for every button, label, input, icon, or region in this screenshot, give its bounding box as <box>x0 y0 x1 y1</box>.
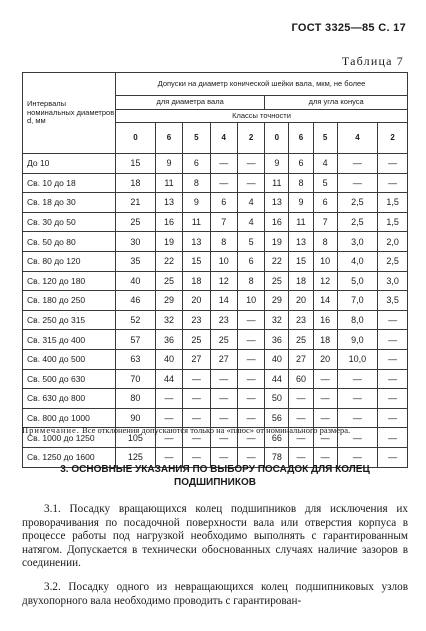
tolerance-value-cell: — <box>313 408 337 428</box>
tolerance-value-cell: — <box>378 330 408 350</box>
tolerance-value-cell: 25 <box>265 271 289 291</box>
tolerance-value-cell: — <box>155 389 182 409</box>
interval-cell: Св. 18 до 30 <box>23 193 116 213</box>
tolerance-value-cell: 13 <box>183 232 210 252</box>
tolerance-value-cell: — <box>210 447 237 467</box>
interval-cell: До 10 <box>23 154 116 174</box>
tolerance-value-cell: — <box>210 154 237 174</box>
table-row <box>23 232 408 252</box>
tolerance-value-cell: 15 <box>289 251 313 271</box>
tolerance-value-cell: 9 <box>265 154 289 174</box>
class-number-cell: 2 <box>378 123 408 154</box>
class-number-cell: 0 <box>116 123 156 154</box>
tolerance-value-cell: 20 <box>289 291 313 311</box>
tolerance-value-cell: 36 <box>155 330 182 350</box>
tolerance-value-cell: 15 <box>116 154 156 174</box>
tolerance-value-cell: 8 <box>210 232 237 252</box>
tolerance-value-cell: 29 <box>155 291 182 311</box>
tolerance-value-cell: 5 <box>313 173 337 193</box>
tolerance-value-cell: 90 <box>116 408 156 428</box>
tolerance-value-cell: 10 <box>210 251 237 271</box>
interval-cell: Св. 800 до 1000 <box>23 408 116 428</box>
tolerance-value-cell: 29 <box>265 291 289 311</box>
tolerance-value-cell: 10 <box>313 251 337 271</box>
tolerance-value-cell: — <box>378 428 408 448</box>
tolerance-value-cell: 52 <box>116 310 156 330</box>
tolerance-value-cell: 23 <box>183 310 210 330</box>
tolerance-value-cell: — <box>210 428 237 448</box>
tolerance-value-cell: 22 <box>265 251 289 271</box>
tolerance-value-cell: — <box>237 389 264 409</box>
tolerance-value-cell: — <box>378 154 408 174</box>
tolerance-value-cell: 4 <box>237 193 264 213</box>
table-caption: Таблица 7 <box>341 54 404 68</box>
tolerance-value-cell: 23 <box>289 310 313 330</box>
tolerance-value-cell: 7,0 <box>337 291 378 311</box>
table-row <box>23 271 408 291</box>
tolerance-value-cell: 44 <box>155 369 182 389</box>
tolerance-value-cell: — <box>183 389 210 409</box>
tolerance-value-cell: 13 <box>265 193 289 213</box>
table-row <box>23 330 408 350</box>
tolerance-value-cell: — <box>289 389 313 409</box>
tolerance-value-cell: — <box>337 154 378 174</box>
tolerance-value-cell: — <box>378 389 408 409</box>
tolerance-value-cell: 44 <box>265 369 289 389</box>
tolerance-value-cell: 36 <box>265 330 289 350</box>
tolerance-value-cell: 4 <box>237 212 264 232</box>
table-note <box>22 425 408 435</box>
class-number-cell: 0 <box>265 123 289 154</box>
tolerance-value-cell: 40 <box>116 271 156 291</box>
tolerance-value-cell: — <box>337 447 378 467</box>
tolerance-value-cell: 40 <box>155 349 182 369</box>
tolerance-value-cell: — <box>237 369 264 389</box>
tolerance-value-cell: 15 <box>183 251 210 271</box>
table-row <box>23 212 408 232</box>
tolerance-value-cell: 32 <box>155 310 182 330</box>
tolerance-value-cell: 14 <box>210 291 237 311</box>
interval-cell: Св. 1000 до 1250 <box>23 428 116 448</box>
interval-cell: Св. 500 до 630 <box>23 369 116 389</box>
table-body <box>23 154 408 468</box>
tolerance-value-cell: — <box>337 369 378 389</box>
tolerance-value-cell: 10 <box>237 291 264 311</box>
tolerance-value-cell: 1,5 <box>378 193 408 213</box>
tolerance-value-cell: 18 <box>116 173 156 193</box>
tolerance-value-cell: 25 <box>116 212 156 232</box>
tolerance-value-cell: — <box>313 447 337 467</box>
tolerance-value-cell: 60 <box>289 369 313 389</box>
tolerance-value-cell: 4,0 <box>337 251 378 271</box>
table-row <box>23 369 408 389</box>
tolerance-value-cell: 2,5 <box>378 251 408 271</box>
tolerance-value-cell: 105 <box>116 428 156 448</box>
tolerance-value-cell: 11 <box>155 173 182 193</box>
tolerance-value-cell: 27 <box>289 349 313 369</box>
tolerance-value-cell: — <box>337 389 378 409</box>
tolerance-value-cell: 78 <box>265 447 289 467</box>
tolerance-value-cell: 11 <box>289 212 313 232</box>
table-row <box>23 251 408 271</box>
tolerance-value-cell: 50 <box>265 389 289 409</box>
page-header: ГОСТ 3325—85 С. 17 <box>291 22 406 34</box>
tolerance-value-cell: 3,5 <box>378 291 408 311</box>
tolerance-value-cell: — <box>183 447 210 467</box>
tolerance-value-cell: 32 <box>265 310 289 330</box>
tolerance-value-cell: — <box>289 408 313 428</box>
tolerance-value-cell: 16 <box>265 212 289 232</box>
tolerance-value-cell: 8,0 <box>337 310 378 330</box>
tolerance-value-cell: 8 <box>289 173 313 193</box>
tolerance-value-cell: 27 <box>183 349 210 369</box>
shaft-diameter-header: для диаметра вала <box>116 96 265 110</box>
class-number-cell: 4 <box>337 123 378 154</box>
tolerance-value-cell: — <box>210 173 237 193</box>
tolerance-value-cell: 70 <box>116 369 156 389</box>
tolerance-value-cell: 6 <box>313 193 337 213</box>
tolerance-value-cell: 35 <box>116 251 156 271</box>
tolerance-value-cell: 6 <box>289 154 313 174</box>
tolerance-value-cell: 8 <box>183 173 210 193</box>
table-row <box>23 154 408 174</box>
tolerance-value-cell: 9 <box>289 193 313 213</box>
tolerance-table <box>22 72 408 468</box>
table-row <box>23 389 408 409</box>
class-number-cell: 4 <box>210 123 237 154</box>
tolerance-value-cell: 2,5 <box>337 212 378 232</box>
tolerance-value-cell: — <box>237 173 264 193</box>
paragraph-3-2: 3.2. Посадку одного из невращающихся колец подшипниковых узлов двухопорного вала необходимо проводить с гарантирован- <box>22 581 408 607</box>
tolerance-value-cell: 3,0 <box>337 232 378 252</box>
tolerance-value-cell: — <box>237 408 264 428</box>
interval-cell: Св. 120 до 180 <box>23 271 116 291</box>
tolerance-value-cell: — <box>210 408 237 428</box>
tolerance-value-cell: 27 <box>210 349 237 369</box>
tolerance-value-cell: 10,0 <box>337 349 378 369</box>
tolerance-value-cell: 30 <box>116 232 156 252</box>
tolerance-value-cell: 9,0 <box>337 330 378 350</box>
tolerance-value-cell: 14 <box>313 291 337 311</box>
tolerance-value-cell: — <box>237 154 264 174</box>
note-text: Все отклонения допускаются только на «плюс» от номинального размера. <box>82 425 351 435</box>
class-number-cell: 5 <box>183 123 210 154</box>
tolerance-value-cell: 125 <box>116 447 156 467</box>
tolerance-value-cell: — <box>378 310 408 330</box>
table-row <box>23 310 408 330</box>
tolerance-value-cell: — <box>378 369 408 389</box>
tolerance-value-cell: 23 <box>210 310 237 330</box>
tolerance-value-cell: — <box>378 447 408 467</box>
tolerance-value-cell: 8 <box>313 232 337 252</box>
tolerance-value-cell: 25 <box>155 271 182 291</box>
tolerance-value-cell: 25 <box>183 330 210 350</box>
class-number-cell: 2 <box>237 123 264 154</box>
interval-cell: Св. 630 до 800 <box>23 389 116 409</box>
note-label: Примечание. <box>22 425 80 435</box>
tolerance-group-header: Допуски на диаметр конической шейки вала, мкм, не более <box>116 73 408 96</box>
tolerance-value-cell: — <box>378 349 408 369</box>
tolerance-value-cell: — <box>183 428 210 448</box>
tolerance-value-cell: — <box>237 330 264 350</box>
tolerance-value-cell: — <box>378 173 408 193</box>
tolerance-value-cell: 5 <box>237 232 264 252</box>
class-number-cell: 6 <box>155 123 182 154</box>
tolerance-value-cell: 12 <box>313 271 337 291</box>
tolerance-value-cell: — <box>155 447 182 467</box>
tolerance-value-cell: 16 <box>313 310 337 330</box>
interval-cell: Св. 180 до 250 <box>23 291 116 311</box>
tolerance-value-cell: 21 <box>116 193 156 213</box>
interval-column-header: Интервалы номинальных диаметров d, мм <box>23 73 116 154</box>
tolerance-value-cell: 13 <box>155 193 182 213</box>
tolerance-value-cell: 13 <box>289 232 313 252</box>
tolerance-value-cell: 6 <box>237 251 264 271</box>
tolerance-value-cell: 80 <box>116 389 156 409</box>
table-row <box>23 173 408 193</box>
tolerance-value-cell: — <box>313 389 337 409</box>
tolerance-value-cell: 6 <box>183 154 210 174</box>
tolerance-value-cell: — <box>155 408 182 428</box>
tolerance-value-cell: 20 <box>313 349 337 369</box>
tolerance-value-cell: 40 <box>265 349 289 369</box>
class-number-cell: 5 <box>313 123 337 154</box>
tolerance-value-cell: — <box>210 389 237 409</box>
tolerance-value-cell: 63 <box>116 349 156 369</box>
tolerance-value-cell: 19 <box>155 232 182 252</box>
tolerance-value-cell: — <box>289 428 313 448</box>
tolerance-value-cell: 6 <box>210 193 237 213</box>
tolerance-value-cell: 8 <box>237 271 264 291</box>
tolerance-value-cell: — <box>183 408 210 428</box>
tolerance-value-cell: 56 <box>265 408 289 428</box>
tolerance-value-cell: 2,5 <box>337 193 378 213</box>
section-title: 3. ОСНОВНЫЕ УКАЗАНИЯ ПО ВЫБОРУ ПОСАДОК ДЛЯ КОЛЕЦ ПОДШИПНИКОВ <box>60 464 370 488</box>
tolerance-value-cell: 11 <box>183 212 210 232</box>
interval-cell: Св. 315 до 400 <box>23 330 116 350</box>
tolerance-value-cell: — <box>313 428 337 448</box>
class-number-cell: 6 <box>289 123 313 154</box>
interval-cell: Св. 30 до 50 <box>23 212 116 232</box>
tolerance-value-cell: 12 <box>210 271 237 291</box>
tolerance-value-cell: — <box>237 428 264 448</box>
table-row <box>23 349 408 369</box>
tolerance-value-cell: — <box>155 428 182 448</box>
interval-cell: Св. 250 до 315 <box>23 310 116 330</box>
interval-cell: Св. 50 до 80 <box>23 232 116 252</box>
cone-angle-header: для угла конуса <box>265 96 408 110</box>
tolerance-value-cell: 46 <box>116 291 156 311</box>
tolerance-value-cell: — <box>237 310 264 330</box>
tolerance-value-cell: — <box>337 408 378 428</box>
tolerance-value-cell: 57 <box>116 330 156 350</box>
tolerance-value-cell: — <box>210 369 237 389</box>
tolerance-value-cell: — <box>313 369 337 389</box>
tolerance-value-cell: 25 <box>289 330 313 350</box>
table-row <box>23 291 408 311</box>
interval-cell: Св. 400 до 500 <box>23 349 116 369</box>
tolerance-value-cell: 66 <box>265 428 289 448</box>
tolerance-value-cell: 11 <box>265 173 289 193</box>
tolerance-value-cell: 22 <box>155 251 182 271</box>
tolerance-value-cell: — <box>183 369 210 389</box>
interval-cell: Св. 1250 до 1600 <box>23 447 116 467</box>
paragraph-3-1: 3.1. Посадку вращающихся колец подшипников для исключения их проворачивания по посадочной поверхности вала или отверстия корпуса в процессе работы под нагрузкой необходимо выполнять с гарантированным натягом. Допускается в технически обоснованных случаях наличие зазоров в соединении. <box>22 503 408 570</box>
tolerance-value-cell: 18 <box>313 330 337 350</box>
tolerance-value-cell: 20 <box>183 291 210 311</box>
tolerance-value-cell: — <box>337 173 378 193</box>
interval-cell: Св. 10 до 18 <box>23 173 116 193</box>
tolerance-value-cell: 7 <box>313 212 337 232</box>
tolerance-value-cell: — <box>337 428 378 448</box>
tolerance-value-cell: 18 <box>183 271 210 291</box>
tolerance-value-cell: — <box>378 408 408 428</box>
tolerance-value-cell: — <box>289 447 313 467</box>
tolerance-value-cell: 4 <box>313 154 337 174</box>
tolerance-value-cell: 25 <box>210 330 237 350</box>
tolerance-value-cell: 3,0 <box>378 271 408 291</box>
tolerance-value-cell: — <box>237 349 264 369</box>
tolerance-value-cell: — <box>237 447 264 467</box>
accuracy-classes-header: Классы точности <box>116 110 408 123</box>
table-row <box>23 193 408 213</box>
tolerance-value-cell: 2,0 <box>378 232 408 252</box>
tolerance-value-cell: 19 <box>265 232 289 252</box>
tolerance-value-cell: 18 <box>289 271 313 291</box>
interval-cell: Св. 80 до 120 <box>23 251 116 271</box>
tolerance-value-cell: 5,0 <box>337 271 378 291</box>
tolerance-value-cell: 9 <box>155 154 182 174</box>
tolerance-value-cell: 16 <box>155 212 182 232</box>
tolerance-value-cell: 9 <box>183 193 210 213</box>
tolerance-value-cell: 1,5 <box>378 212 408 232</box>
tolerance-value-cell: 7 <box>210 212 237 232</box>
